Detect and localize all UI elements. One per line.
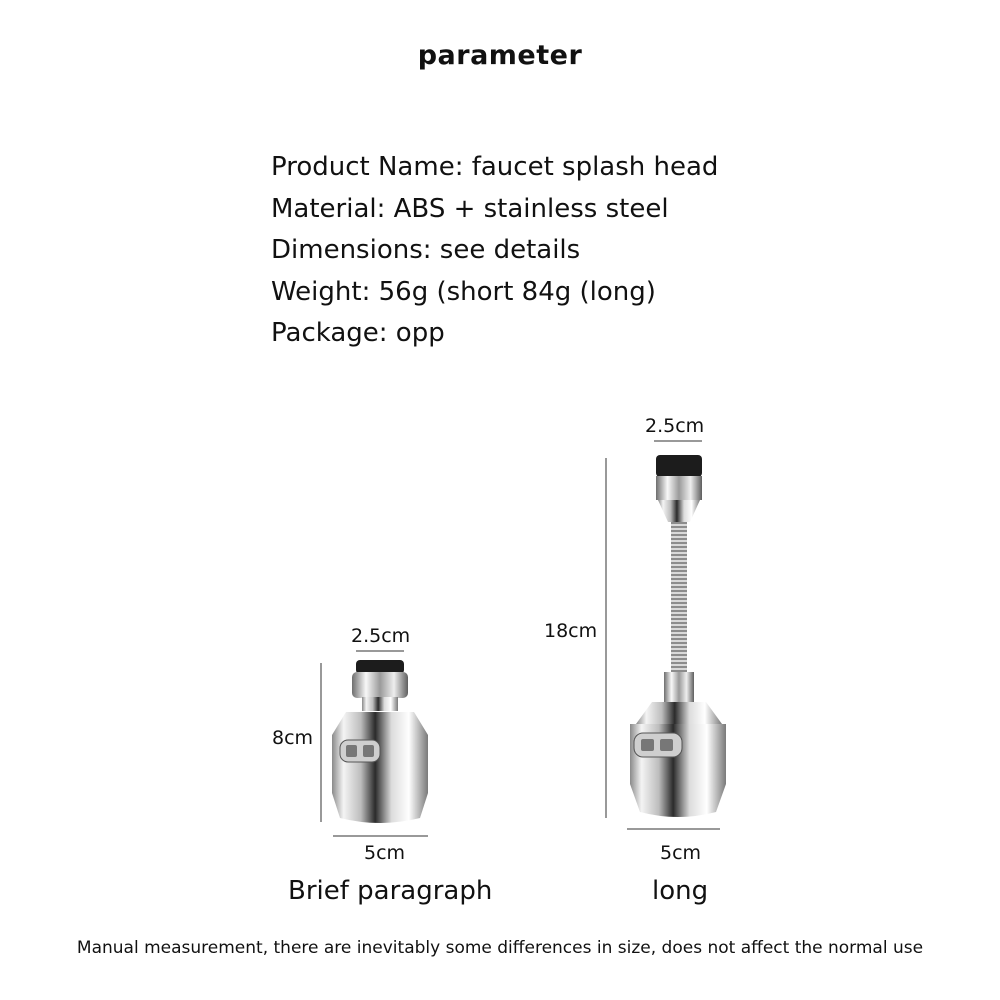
short-bottom-width-label: 5cm (364, 842, 406, 864)
short-top-diameter-label: 2.5cm (351, 625, 411, 647)
long-faucet-head-image (630, 455, 726, 817)
long-model-caption: long (652, 876, 709, 906)
spec-dimensions: Dimensions: see details (271, 235, 581, 265)
spec-weight: Weight: 56g (short 84g (long) (271, 276, 656, 307)
spec-product-name: Product Name: faucet splash head (271, 152, 719, 182)
long-top-diameter-label: 2.5cm (645, 415, 705, 437)
spec-material: Material: ABS + stainless steel (271, 193, 669, 224)
long-height-label: 18cm (544, 620, 598, 642)
measurement-disclaimer: Manual measurement, there are inevitably some differences in size, does not affect the normal use (76, 938, 924, 958)
short-height-label: 8cm (272, 727, 314, 749)
short-model-caption: Brief paragraph (288, 876, 493, 906)
long-bottom-width-label: 5cm (660, 842, 702, 864)
short-faucet-head-image (332, 660, 428, 823)
spec-package: Package: opp (271, 318, 445, 348)
page-title: parameter (417, 40, 583, 71)
